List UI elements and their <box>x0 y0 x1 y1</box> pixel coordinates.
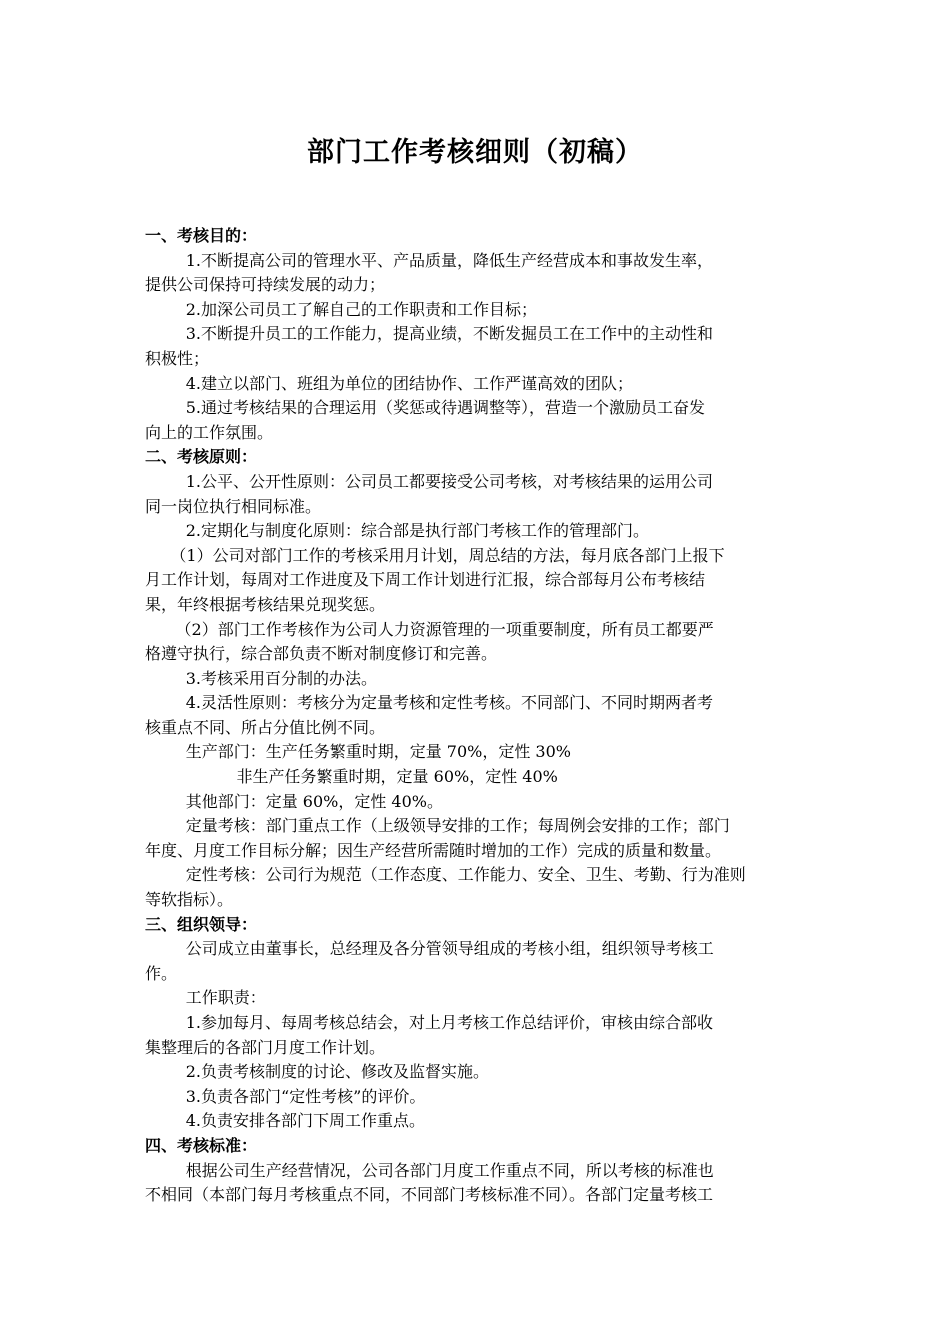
text-line: 作。 <box>145 963 178 983</box>
text-line: 根据公司生产经营情况，公司各部门月度工作重点不同，所以考核的标准也 <box>145 1160 714 1180</box>
text-line: 格遵守执行，综合部负责不断对制度修订和完善。 <box>145 644 498 664</box>
section-heading: 二、考核原则： <box>145 447 258 467</box>
text-line: 提供公司保持可持续发展的动力； <box>145 275 386 295</box>
text-line: 月工作计划，每周对工作进度及下周工作计划进行汇报，综合部每月公布考核结 <box>145 570 706 590</box>
text-line: 5.通过考核结果的合理运用（奖惩或待遇调整等），营造一个激励员工奋发 <box>145 398 705 418</box>
text-line: 定性考核：公司行为规范（工作态度、工作能力、安全、卫生、考勤、行为准则 <box>145 865 746 885</box>
document-title: 部门工作考核细则（初稿） <box>307 137 643 168</box>
text-line: 定量考核：部门重点工作（上级领导安排的工作；每周例会安排的工作；部门 <box>145 816 730 836</box>
text-line: 4.灵活性原则：考核分为定量考核和定性考核。不同部门、不同时期两者考 <box>145 693 713 713</box>
text-line: 2.负责考核制度的讨论、修改及监督实施。 <box>145 1062 489 1082</box>
text-line: 同一岗位执行相同标准。 <box>145 496 322 516</box>
text-line: 非生产任务繁重时期，定量 60%，定性 40% <box>145 767 558 787</box>
text-line: 1.参加每月、每周考核总结会，对上月考核工作总结评价，审核由综合部收 <box>145 1013 713 1032</box>
text-line: 3.不断提升员工的工作能力，提高业绩，不断发掘员工在工作中的主动性和 <box>145 324 713 344</box>
text-line: 核重点不同、所占分值比例不同。 <box>145 717 386 737</box>
text-line: （1）公司对部门工作的考核采用月计划，周总结的方法，每月底各部门上报下 <box>145 545 725 565</box>
section-heading: 四、考核标准： <box>145 1135 258 1155</box>
text-line: 不相同（本部门每月考核重点不同，不同部门考核标准不同）。各部门定量考核工 <box>145 1185 714 1205</box>
text-line: 其他部门：定量 60%，定性 40%。 <box>145 791 443 811</box>
text-line: 4.建立以部门、班组为单位的团结协作、工作严谨高效的团队； <box>145 373 633 393</box>
text-line: （2）部门工作考核作为公司人力资源管理的一项重要制度，所有员工都要严 <box>145 619 714 639</box>
text-line: 3.考核采用百分制的办法。 <box>145 668 377 688</box>
document-body <box>145 224 810 1208</box>
section-heading: 三、组织领导： <box>145 914 258 934</box>
text-line: 1.公平、公开性原则：公司员工都要接受公司考核，对考核结果的运用公司 <box>145 471 713 491</box>
text-line: 4.负责安排各部门下周工作重点。 <box>145 1111 425 1131</box>
text-line: 果，年终根据考核结果兑现奖惩。 <box>145 594 386 614</box>
text-line: 向上的工作氛围。 <box>145 422 274 442</box>
section-heading: 一、考核目的： <box>145 226 258 245</box>
text-line: 工作职责： <box>145 988 266 1008</box>
text-line: 公司成立由董事长，总经理及各分管领导组成的考核小组，组织领导考核工 <box>145 939 714 959</box>
text-line: 集整理后的各部门月度工作计划。 <box>145 1037 386 1057</box>
text-line: 2.定期化与制度化原则：综合部是执行部门考核工作的管理部门。 <box>145 521 649 541</box>
text-line: 年度、月度工作目标分解；因生产经营所需随时增加的工作）完成的质量和数量。 <box>145 840 722 860</box>
text-line: 2.加深公司员工了解自己的工作职责和工作目标； <box>145 299 537 319</box>
text-line: 1.不断提高公司的管理水平、产品质量，降低生产经营成本和事故发生率， <box>145 250 713 270</box>
text-line: 生产部门：生产任务繁重时期，定量 70%，定性 30% <box>145 742 571 762</box>
text-line: 积极性； <box>145 348 210 368</box>
text-line: 等软指标）。 <box>145 890 234 910</box>
text-line: 3.负责各部门“定性考核”的评价。 <box>145 1086 426 1106</box>
